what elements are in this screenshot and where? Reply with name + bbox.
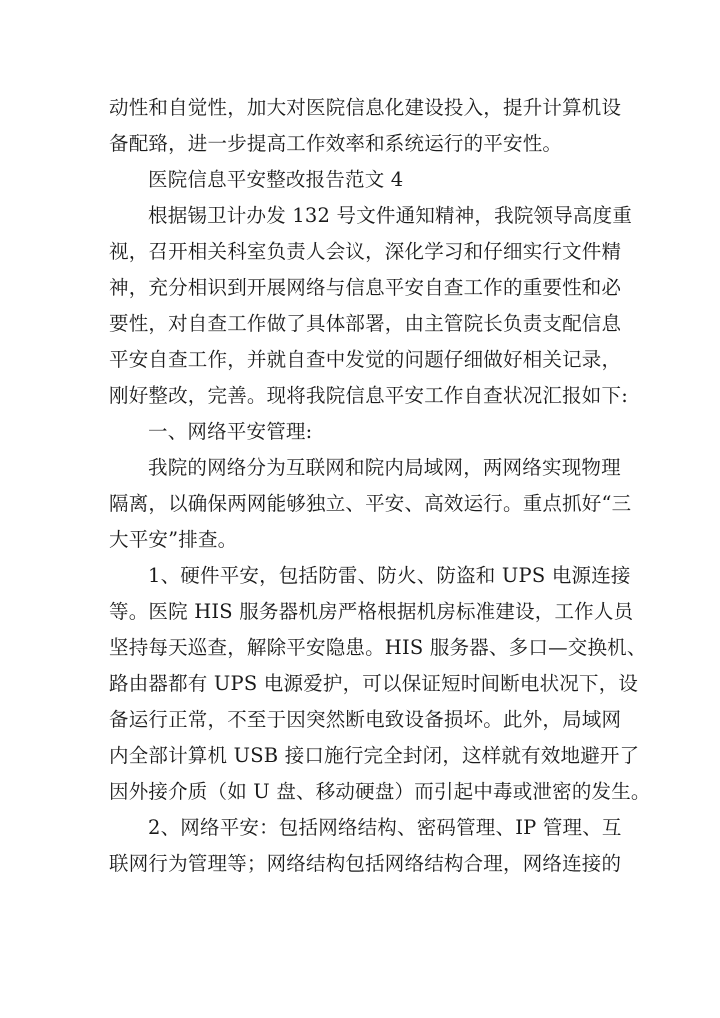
- text-line: 内全部计算机 USB 接口施行完全封闭，这样就有效地避开了: [109, 744, 640, 767]
- text-line: 神，充分相识到开展网络与信息平安自查工作的重要性和必: [109, 276, 622, 299]
- text-line: 视，召开相关科室负责人会议，深化学习和仔细实行文件精: [109, 240, 622, 263]
- text-line: 大平安”排查。: [109, 528, 238, 551]
- text-line: 2、网络平安：包括网络结构、密码管理、IP 管理、互: [148, 816, 622, 839]
- section-heading: 一、网络平安管理:: [148, 420, 313, 443]
- text-line: 路由器都有 UPS 电源爱护，可以保证短时间断电状况下，设: [109, 672, 639, 695]
- text-line: 因外接介质（如 U 盘、移动硬盘）而引起中毒或泄密的发生。: [109, 780, 651, 803]
- text-line: 备运行正常，不至于因突然断电致设备损坏。此外，局域网: [109, 708, 622, 731]
- text-line: 根据锡卫计办发 132 号文件通知精神，我院领导高度重: [148, 204, 633, 227]
- text-line: 等。医院 HIS 服务器机房严格根据机房标准建设，工作人员: [109, 600, 634, 623]
- text-line: 要性，对自查工作做了具体部署，由主管院长负责支配信息: [109, 312, 622, 335]
- text-line: 动性和自觉性，加大对医院信息化建设投入，提升计算机设: [109, 96, 622, 119]
- text-line: 联网行为管理等；网络结构包括网络结构合理，网络连接的: [109, 852, 622, 875]
- document-body: [109, 90, 651, 882]
- text-line: 备配臵，进一步提高工作效率和系统运行的平安性。: [109, 132, 563, 155]
- text-line: 1、硬件平安，包括防雷、防火、防盗和 UPS 电源连接: [148, 564, 631, 587]
- text-line: 我院的网络分为互联网和院内局域网，两网络实现物理: [148, 456, 621, 479]
- text-line: 隔离，以确保两网能够独立、平安、高效运行。重点抓好“三: [109, 492, 632, 515]
- section-heading: 医院信息平安整改报告范文 4: [148, 168, 404, 191]
- text-line: 平安自查工作，并就自查中发觉的问题仔细做好相关记录，: [109, 348, 622, 371]
- text-line: 刚好整改，完善。现将我院信息平安工作自查状况汇报如下:: [109, 384, 628, 407]
- text-line: 坚持每天巡查，解除平安隐患。HIS 服务器、多口—交换机、: [109, 636, 647, 659]
